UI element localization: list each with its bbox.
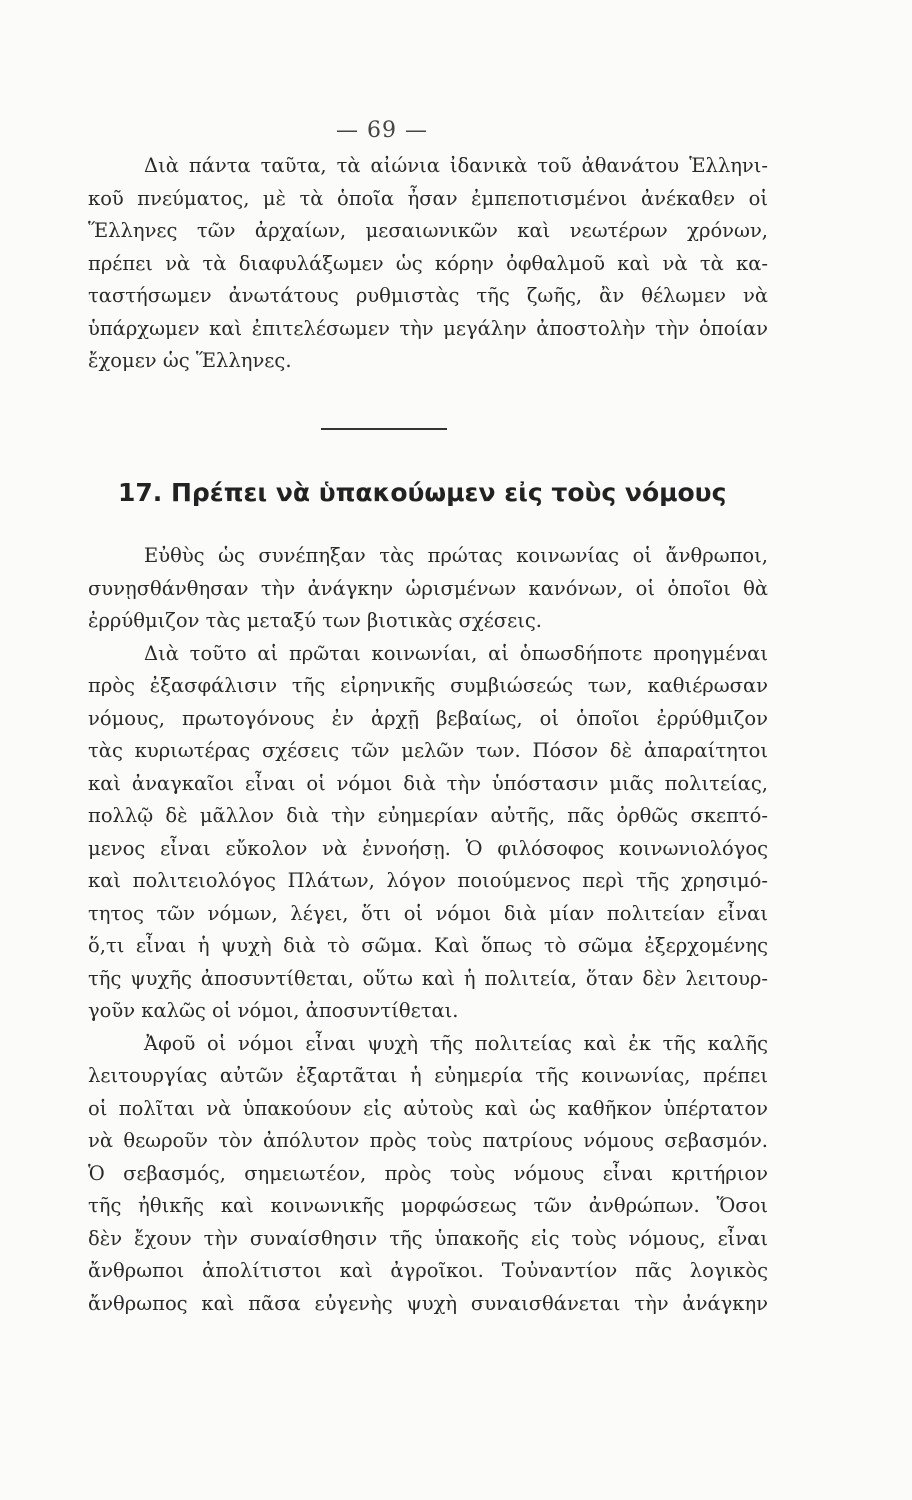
text-line: γοῦν καλῶς οἱ νόμοι, ἀποσυντίθεται. xyxy=(88,999,459,1022)
text-line: Εὐθὺς ὡς συνέπηξαν τὰς πρώτας κοινωνίας οἱ ἄνθρωποι, xyxy=(144,544,768,567)
text-line: ἄνθρωποι ἀπολίτιστοι καὶ ἀγροῖκοι. Τοὐναντίον πᾶς λογικὸς xyxy=(88,1259,768,1282)
text-line: πρέπει νὰ τὰ διαφυλάξωμεν ὡς κόρην ὀφθαλμοῦ καὶ νὰ τὰ κα- xyxy=(88,251,768,275)
text-line: Ἀφοῦ οἱ νόμοι εἶναι ψυχὴ τῆς πολιτείας καὶ ἐκ τῆς καλῆς xyxy=(144,1031,768,1055)
text-line: ὑπάρχωμεν καὶ ἐπιτελέσωμεν τὴν μεγάλην ἀποστολὴν τὴν ὁποίαν xyxy=(88,316,768,340)
intro-paragraph xyxy=(88,150,768,378)
text-line: τὰς κυριωτέρας σχέσεις τῶν μελῶν των. Πόσον δὲ ἀπαραίτητοι xyxy=(88,739,768,762)
text-line: συνῃσθάνθησαν τὴν ἀνάγκην ὡρισμένων κανόνων, οἱ ὁποῖοι θὰ xyxy=(88,576,768,600)
text-line: οἱ πολῖται νὰ ὑπακούουν εἰς αὐτοὺς καὶ ὡς καθῆκον ὑπέρτατον xyxy=(88,1096,768,1120)
text-line: ὅ,τι εἶναι ἡ ψυχὴ διὰ τὸ σῶμα. Καὶ ὅπως τὸ σῶμα ἐξερχομένης xyxy=(88,934,768,957)
text-line: κοῦ πνεύματος, μὲ τὰ ὁποῖα ἦσαν ἐμπεποτισμένοι ἀνέκαθεν οἱ xyxy=(88,186,768,210)
text-line: Ὁ σεβασμός, σημειωτέον, πρὸς τοὺς νόμους εἶναι κριτήριον xyxy=(88,1161,768,1185)
text-line: πρὸς ἐξασφάλισιν τῆς εἰρηνικῆς συμβιώσεώς των, καθιέρωσαν xyxy=(88,674,768,697)
page-number: — 69 — xyxy=(336,118,428,143)
text-line: λειτουργίας αὐτῶν ἐξαρτᾶται ἡ εὐημερία τῆς κοινωνίας, πρέπει xyxy=(88,1064,768,1087)
text-line: ἄνθρωπος καὶ πᾶσα εὐγενὴς ψυχὴ συναισθάνεται τὴν ἀνάγκην xyxy=(88,1291,768,1315)
text-line: τῆς ἠθικῆς καὶ κοινωνικῆς μορφώσεως τῶν ἀνθρώπων. Ὅσοι xyxy=(88,1194,768,1217)
text-line: νὰ θεωροῦν τὸν ἀπόλυτον πρὸς τοὺς πατρίους νόμους σεβασμόν. xyxy=(88,1129,768,1152)
text-line: Διὰ τοῦτο αἱ πρῶται κοινωνίαι, αἱ ὁπωσδήποτε προηγμέναι xyxy=(144,641,768,665)
text-line: τῆς ψυχῆς ἀποσυντίθεται, οὕτω καὶ ἡ πολιτεία, ὅταν δὲν λειτουρ- xyxy=(88,966,768,990)
text-line: τητος τῶν νόμων, λέγει, ὅτι οἱ νόμοι διὰ μίαν πολιτείαν εἶναι xyxy=(88,901,768,925)
text-line: νόμους, πρωτογόνους ἐν ἀρχῇ βεβαίως, οἱ ὁποῖοι ἐρρύθμιζον xyxy=(88,706,768,730)
text-line: καὶ ἀναγκαῖοι εἶναι οἱ νόμοι διὰ τὴν ὑπόστασιν μιᾶς πολιτείας, xyxy=(88,771,768,795)
section-body xyxy=(88,540,768,1320)
section-divider xyxy=(321,428,447,430)
text-line: Διὰ πάντα ταῦτα, τὰ αἰώνια ἰδανικὰ τοῦ ἀθανάτου Ἑλληνι- xyxy=(144,154,768,177)
text-line: καὶ πολιτειολόγος Πλάτων, λόγον ποιούμενος περὶ τῆς χρησιμό- xyxy=(88,869,768,892)
text-line: μενος εἶναι εὔκολον νὰ ἐννοήσῃ. Ὁ φιλόσοφος κοινωνιολόγος xyxy=(88,836,768,860)
text-line: ἔχομεν ὡς Ἕλληνες. xyxy=(88,349,292,372)
text-line: ταστήσωμεν ἀνωτάτους ρυθμιστὰς τῆς ζωῆς, ἂν θέλωμεν νὰ xyxy=(88,284,768,307)
text-line: Ἕλληνες τῶν ἀρχαίων, μεσαιωνικῶν καὶ νεωτέρων χρόνων, xyxy=(88,219,768,242)
text-line: ἐρρύθμιζον τὰς μεταξύ των βιοτικὰς σχέσεις. xyxy=(88,609,542,632)
section-heading: 17. Πρέπει νὰ ὑπακούωμεν εἰς τοὺς νόμους xyxy=(118,478,727,507)
text-line: δὲν ἔχουν τὴν συναίσθησιν τῆς ὑπακοῆς εἰς τοὺς νόμους, εἶναι xyxy=(88,1226,768,1250)
text-line: πολλῷ δὲ μᾶλλον διὰ τὴν εὐημερίαν αὐτῆς, πᾶς ὀρθῶς σκεπτό- xyxy=(88,804,768,827)
